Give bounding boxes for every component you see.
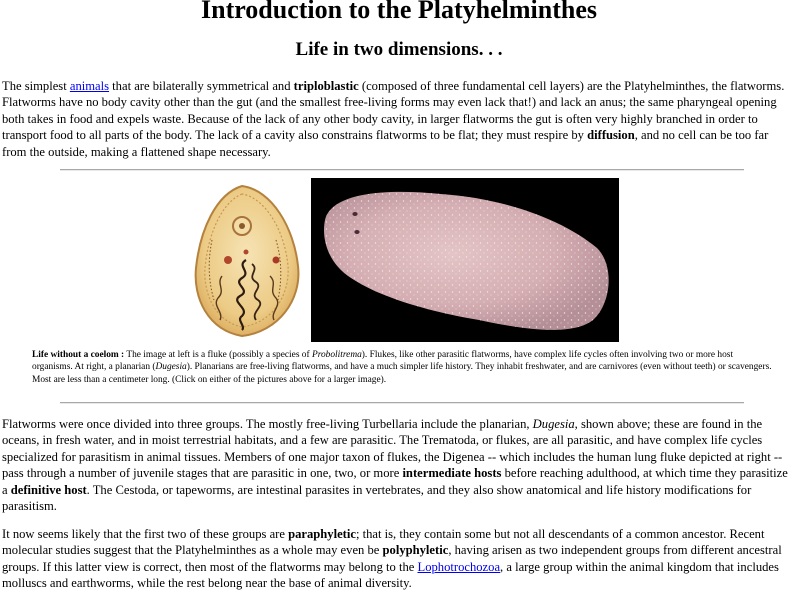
lophotrochozoa-link[interactable]: Lophotrochozoa — [417, 559, 501, 574]
page-subtitle: Life in two dimensions. . . — [295, 39, 503, 60]
phylogeny-paragraph — [2, 526, 795, 592]
phylogeny-text-2: ; that is, they contain some but not all descendants of a common ancestor. Recent molecular studies suggest that the Platyhelminthes as a whole may even be — [2, 527, 765, 558]
intermediate-hosts-term: intermediate hosts — [402, 466, 502, 481]
phylogeny-text-3: , having arisen as two independent groups from different ancestral groups. If this latter view is correct, then most of the flatworms may belong to the — [2, 543, 782, 574]
groups-text-2: , shown above; these are found in the oceans, in fresh water, and in moist terrestrial habitats, and a few are parasitic. The Trematoda, or flukes, are all parasitic, and have complex life cycles specialized for parasitism in animal tissues. Members of one major taxon of flukes, the Digenea -- which includes the human lung fluke depicted at right -- pass through a number of juvenile stages that are parasitic in one, two, or more — [2, 417, 783, 481]
paraphyletic-term: paraphyletic — [288, 527, 356, 541]
dugesia-term: Dugesia — [532, 417, 575, 431]
triploblastic-term: triploblastic — [293, 79, 359, 93]
planarian-image — [311, 178, 619, 342]
animals-link[interactable]: animals — [69, 79, 110, 93]
phylogeny-text-1: It now seems likely that the first two of these groups are — [2, 527, 289, 541]
groups-text-1: Flatworms were once divided into three groups. The mostly free-living Turbellaria include the planarian, — [2, 417, 533, 431]
page-title: Introduction to the Platyhelminthes — [200, 0, 598, 24]
figure-caption — [32, 349, 772, 386]
intro-paragraph — [2, 78, 795, 160]
caption-text-3: ). Planarians are free-living flatworms, and have a much simpler life history. They inhabit freshwater, and are carnivores (even without teeth) or scavengers. Most are less than a centimeter long. (Click on either of the pictures above for a larger image). — [32, 362, 772, 385]
intro-text-3: (composed of three fundamental cell layers) are the Platyhelminthes, the flatworms. Flatworms have no body cavity other than the gut (and the smallest free-living forms may even lack that!) and lack an anus; the same pharyngeal opening both takes in food and expels waste. Because of the lack of any other body cavity, in larger flatworms the gut is often very highly branched in order to transport food to all parts of the body. The lack of a cavity also constrains flatworms to be flat; they must respire by — [2, 79, 785, 143]
caption-text-2: ). Flukes, like other parasitic flatworms, have complex life cycles often involving two or more host organisms. At right, a planarian ( — [32, 350, 734, 373]
diffusion-term: diffusion — [587, 128, 635, 143]
divider-top — [60, 169, 744, 171]
intro-text-2: that are bilaterally symmetrical and — [109, 79, 294, 93]
definitive-host-term: definitive host — [10, 482, 87, 497]
groups-paragraph — [2, 416, 795, 514]
fluke-image-link[interactable] — [186, 180, 308, 340]
groups-text-4: . The Cestoda, or tapeworms, are intestinal parasites in vertebrates, and they also show anatomical and life history modifications for parasitism. — [2, 482, 752, 514]
caption-text-1: The image at left is a fluke (possibly a species of — [124, 350, 312, 360]
polyphyletic-term: polyphyletic — [382, 543, 449, 558]
fluke-image — [186, 180, 308, 340]
groups-text-3: before reaching adulthood, at which time they parasitize a — [2, 466, 788, 497]
caption-label: Life without a coelom : — [32, 350, 125, 360]
phylogeny-text-4: , a large group within the animal kingdom that includes molluscs and earthworms, while the rest belong near the base of animal diversity. — [2, 559, 779, 591]
planarian-image-link[interactable] — [311, 178, 619, 342]
intro-text-1: The simplest — [2, 79, 70, 93]
intro-text-4: , and no cell can be too far from the outside, making a flattened shape necessary. — [2, 128, 769, 159]
probolitrema-term: Probolitrema — [311, 350, 362, 360]
divider-bottom — [60, 402, 744, 404]
dugesia-term-caption: Dugesia — [155, 362, 187, 373]
